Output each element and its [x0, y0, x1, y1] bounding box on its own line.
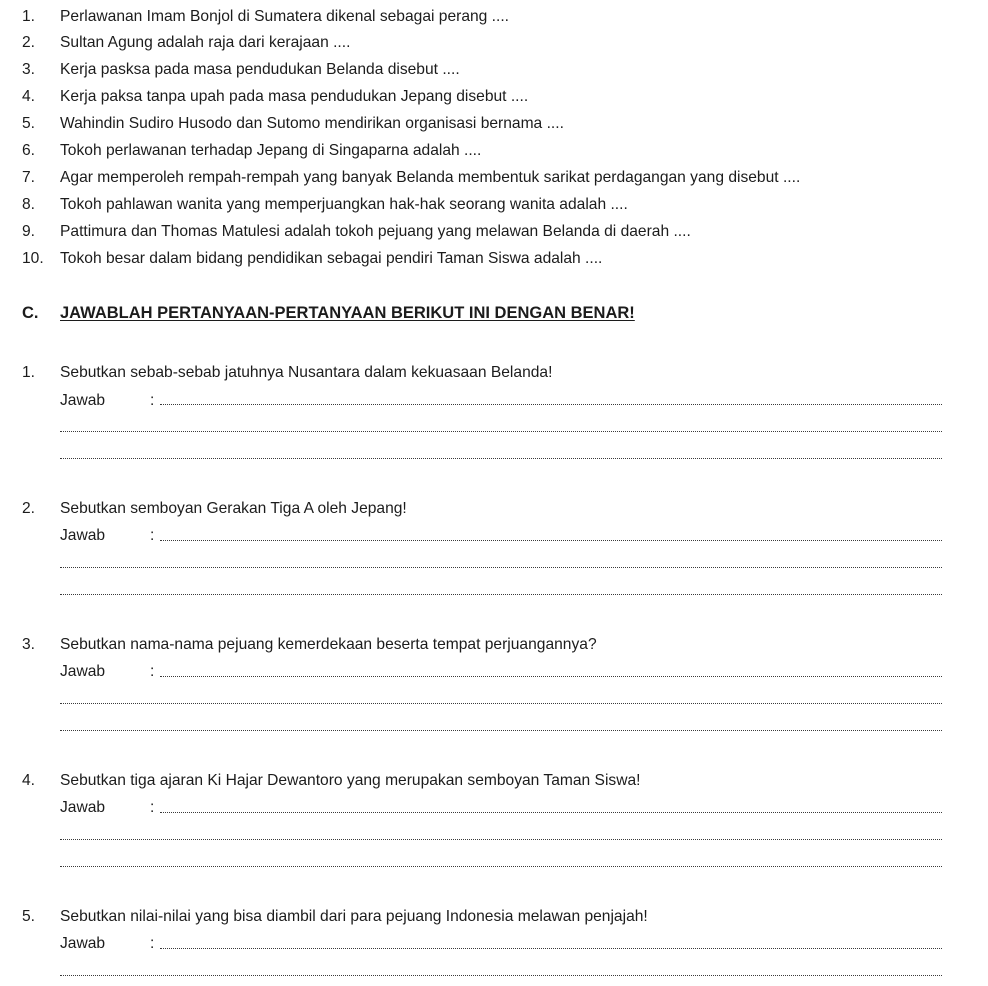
- answer-line[interactable]: [60, 567, 942, 568]
- fill-in-item: [22, 87, 528, 107]
- item-text: Pattimura dan Thomas Matulesi adalah tokoh pejuang yang melawan Belanda di daerah ....: [60, 223, 691, 240]
- answer-colon: :: [150, 935, 155, 952]
- answer-line[interactable]: [160, 812, 942, 813]
- fill-in-item: [22, 141, 481, 161]
- item-number: 7.: [22, 169, 36, 186]
- fill-in-item: [22, 33, 350, 53]
- question-text: Sebutkan sebab-sebab jatuhnya Nusantara dalam kekuasaan Belanda!: [60, 364, 553, 381]
- item-text: Perlawanan Imam Bonjol di Sumatera dikenal sebagai perang ....: [60, 8, 510, 25]
- answer-line[interactable]: [60, 866, 942, 867]
- answer-line[interactable]: [60, 703, 942, 704]
- answer-colon: :: [150, 392, 155, 409]
- answer-label: Jawab: [60, 935, 106, 952]
- essay-question: [22, 363, 552, 383]
- answer-line[interactable]: [60, 730, 942, 731]
- question-number: 3.: [22, 636, 36, 653]
- question-number: 4.: [22, 772, 36, 789]
- question-text: Sebutkan tiga ajaran Ki Hajar Dewantoro yang merupakan semboyan Taman Siswa!: [60, 772, 641, 789]
- item-number: 6.: [22, 142, 36, 159]
- answer-label: Jawab: [60, 527, 106, 544]
- question-number: 1.: [22, 364, 36, 381]
- item-text: Tokoh perlawanan terhadap Jepang di Singaparna adalah ....: [60, 142, 482, 159]
- answer-colon: :: [150, 527, 155, 544]
- answer-line[interactable]: [60, 594, 942, 595]
- section-c-heading: [22, 302, 635, 324]
- item-number: 4.: [22, 88, 36, 105]
- fill-in-item: [22, 222, 691, 242]
- item-text: Kerja pasksa pada masa pendudukan Belanda disebut ....: [60, 61, 460, 78]
- essay-question: [22, 907, 648, 927]
- section-letter: C.: [22, 304, 39, 322]
- essay-question: [22, 635, 597, 655]
- question-text: Sebutkan nama-nama pejuang kemerdekaan beserta tempat perjuangannya?: [60, 636, 597, 653]
- answer-line[interactable]: [160, 404, 942, 405]
- question-number: 2.: [22, 500, 36, 517]
- item-number: 3.: [22, 61, 36, 78]
- item-text: Kerja paksa tanpa upah pada masa pendudukan Jepang disebut ....: [60, 88, 529, 105]
- fill-in-item: [22, 7, 509, 27]
- item-text: Tokoh besar dalam bidang pendidikan sebagai pendiri Taman Siswa adalah ....: [60, 250, 603, 267]
- item-number: 5.: [22, 115, 36, 132]
- answer-line[interactable]: [60, 839, 942, 840]
- answer-line[interactable]: [160, 948, 942, 949]
- item-text: Wahindin Sudiro Husodo dan Sutomo mendirikan organisasi bernama ....: [60, 115, 564, 132]
- question-text: Sebutkan semboyan Gerakan Tiga A oleh Jepang!: [60, 500, 407, 517]
- answer-line[interactable]: [60, 458, 942, 459]
- fill-in-item: [22, 60, 460, 80]
- answer-line[interactable]: [60, 431, 942, 432]
- item-number: 10.: [22, 250, 44, 267]
- item-number: 9.: [22, 223, 36, 240]
- item-number: 1.: [22, 8, 36, 25]
- essay-question: [22, 771, 640, 791]
- section-title: JAWABLAH PERTANYAAN-PERTANYAAN BERIKUT INI DENGAN BENAR!: [60, 304, 635, 322]
- fill-in-item: [22, 168, 800, 188]
- answer-line[interactable]: [160, 676, 942, 677]
- fill-in-item: [22, 249, 602, 269]
- answer-colon: :: [150, 663, 155, 680]
- item-text: Tokoh pahlawan wanita yang memperjuangkan hak-hak seorang wanita adalah ....: [60, 196, 628, 213]
- answer-label: Jawab: [60, 663, 106, 680]
- essay-question: [22, 499, 407, 519]
- question-number: 5.: [22, 908, 36, 925]
- item-text: Agar memperoleh rempah-rempah yang banyak Belanda membentuk sarikat perdagangan yang disebut ....: [60, 169, 801, 186]
- answer-label: Jawab: [60, 392, 106, 409]
- answer-label: Jawab: [60, 799, 106, 816]
- question-text: Sebutkan nilai-nilai yang bisa diambil dari para pejuang Indonesia melawan penjajah!: [60, 908, 648, 925]
- answer-colon: :: [150, 799, 155, 816]
- item-number: 8.: [22, 196, 36, 213]
- fill-in-item: [22, 195, 628, 215]
- item-number: 2.: [22, 34, 36, 51]
- fill-in-item: [22, 114, 564, 134]
- answer-line[interactable]: [60, 975, 942, 976]
- item-text: Sultan Agung adalah raja dari kerajaan ....: [60, 34, 351, 51]
- answer-line[interactable]: [160, 540, 942, 541]
